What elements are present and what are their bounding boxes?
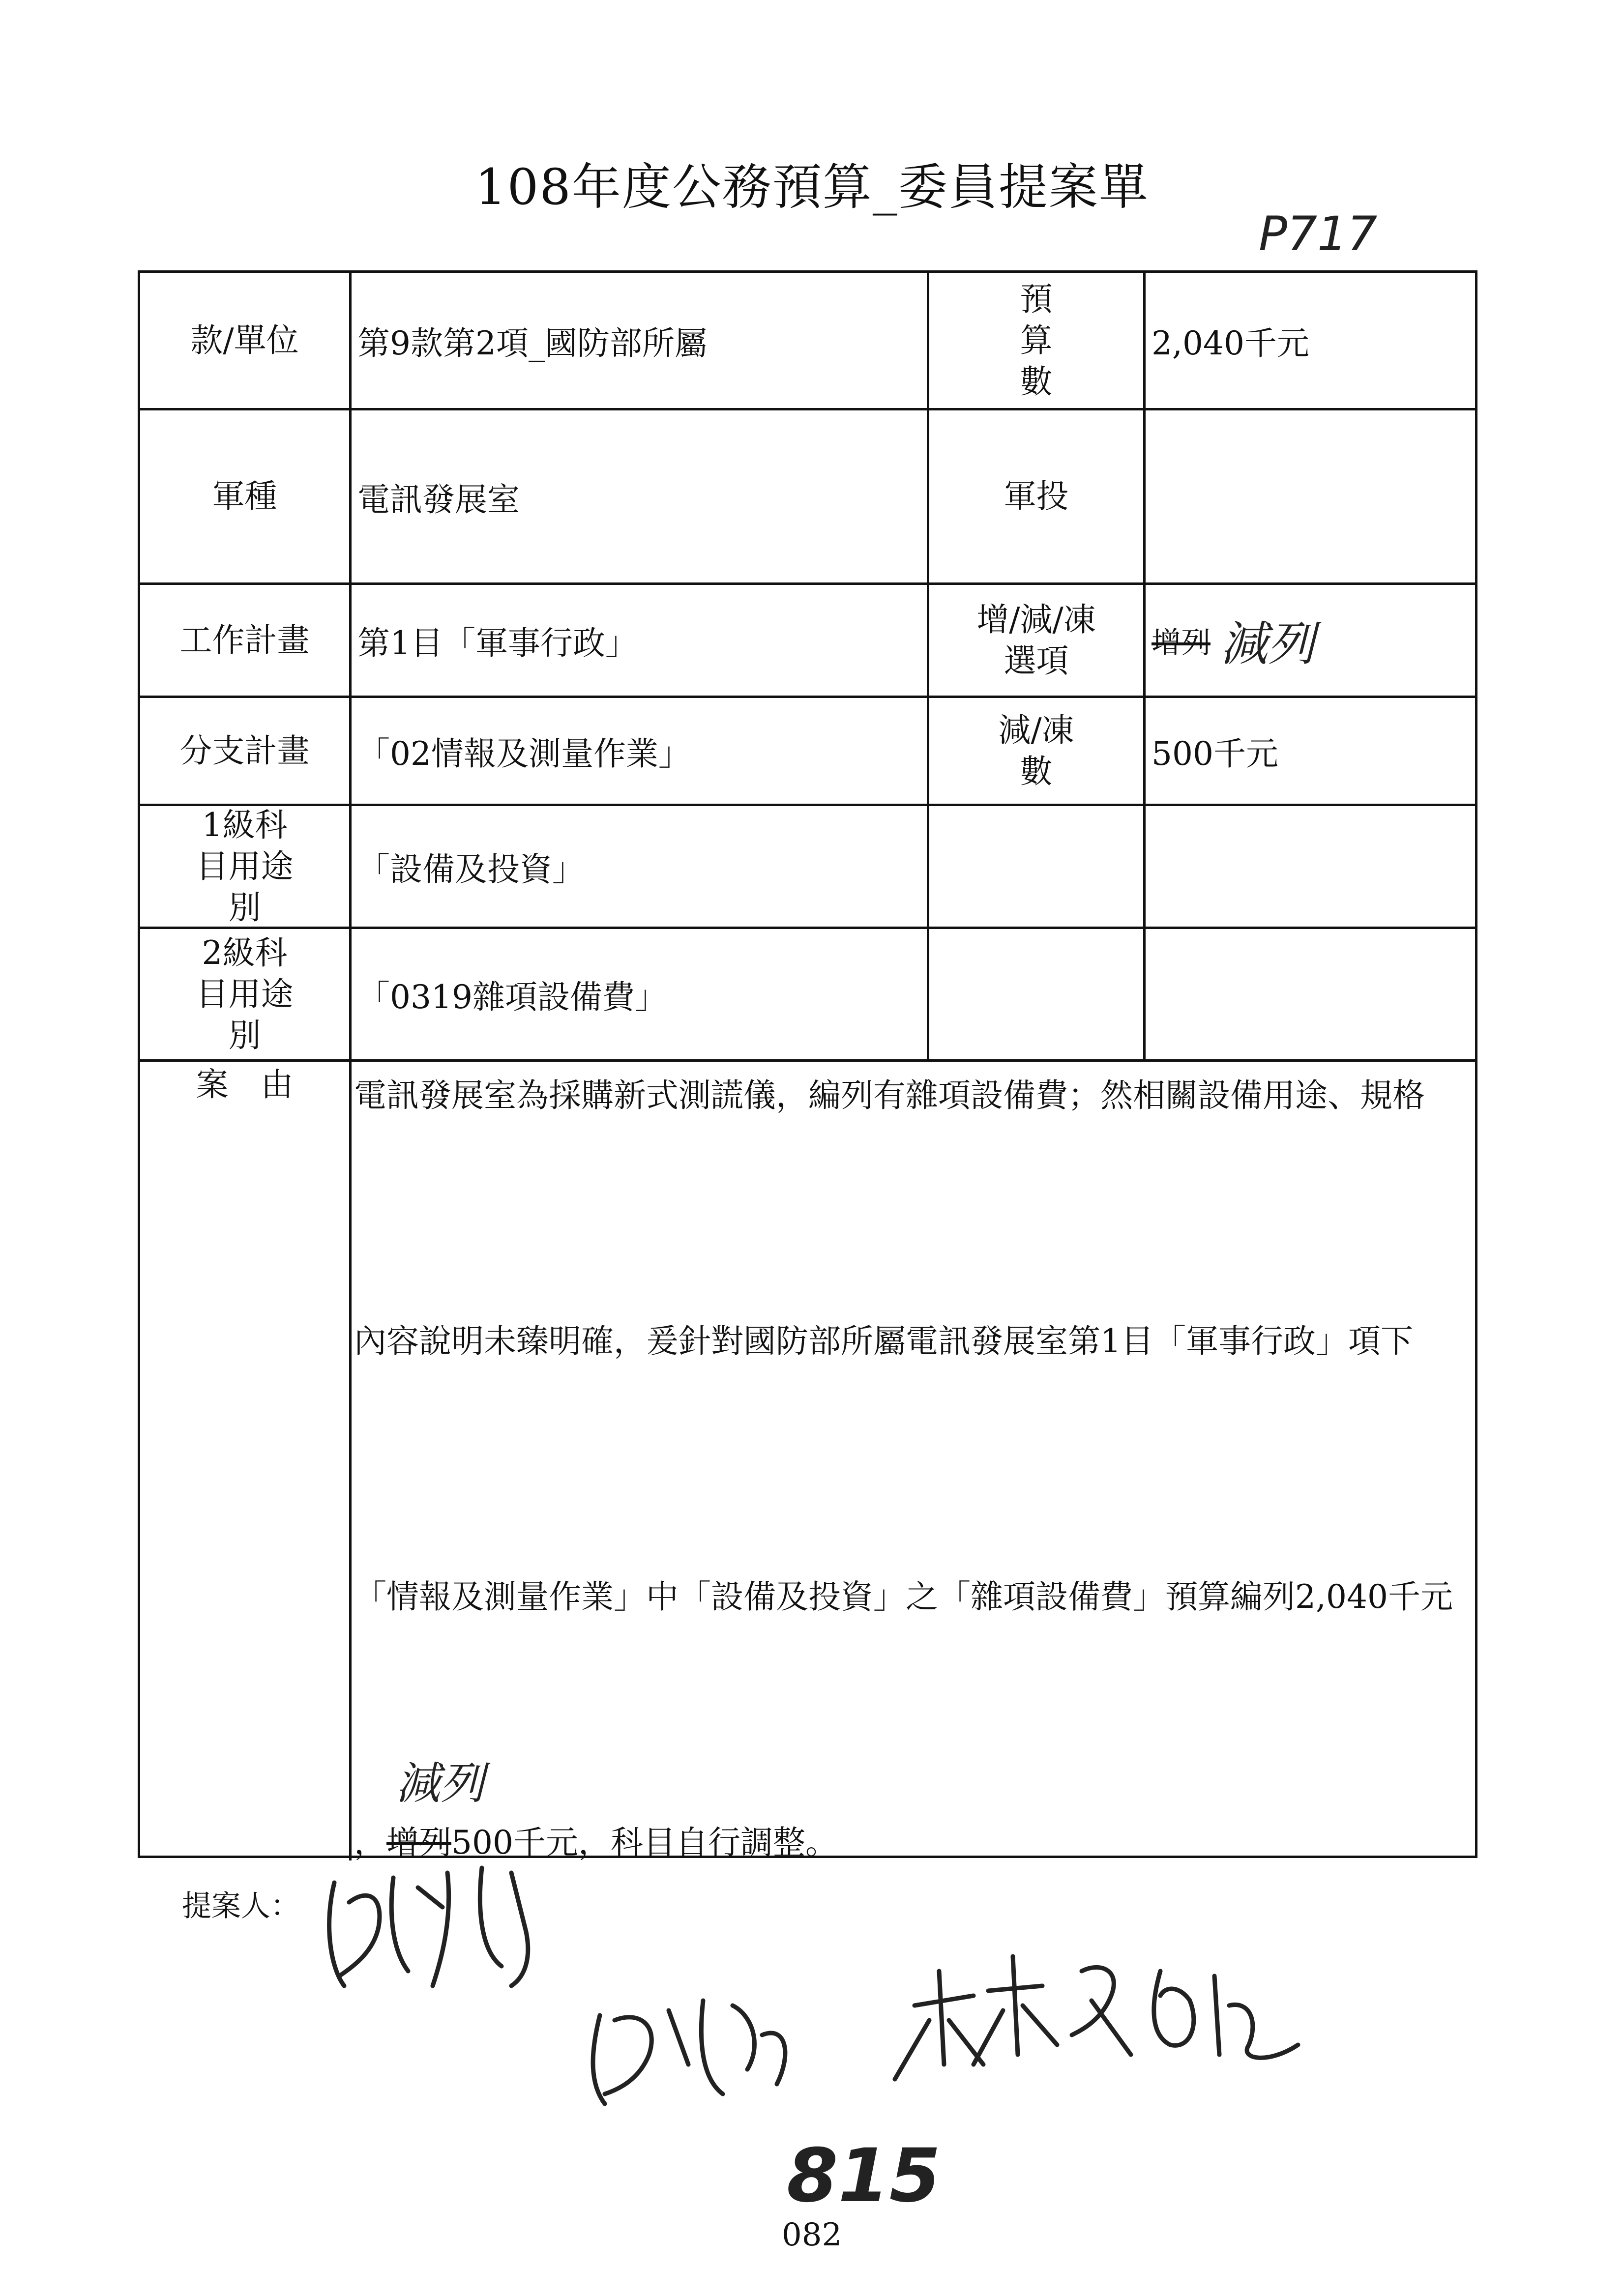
page-number: 082 — [782, 2217, 842, 2253]
reason-line-4-struck: 增列 — [386, 1824, 451, 1861]
reason-line-3: 「情報及測量作業」中「設備及投資」之「雜項設備費」預算編列2,040千元 — [354, 1578, 1453, 1616]
level1-subject-label-text: 1級科目用途別 — [196, 806, 294, 927]
military-investment-label: 軍投 — [1004, 477, 1069, 515]
budget-amount-value: 2,040千元 — [1152, 324, 1309, 362]
service-label: 軍種 — [212, 477, 277, 515]
work-plan-value: 第1目「軍事行政」 — [357, 624, 638, 662]
reason-line-1: 電訊發展室為採購新式測謊儀，編列有雜項設備費；然相關設備用途、規格 — [354, 1076, 1425, 1114]
reduce-freeze-amount-value: 500千元 — [1152, 735, 1278, 773]
level1-subject-label — [140, 806, 349, 927]
level2-subject-label — [140, 929, 349, 1059]
handwritten-correction: 減列 — [396, 1758, 484, 1809]
adjust-option-label — [929, 585, 1143, 696]
reason-line-4 — [354, 1816, 838, 1863]
service-value: 電訊發展室 — [357, 480, 520, 519]
subplan-label: 分支計畫 — [179, 731, 310, 770]
reason-line-4-prefix: ， — [354, 1824, 386, 1861]
budget-amount-label — [929, 273, 1143, 408]
handwritten-decrease-text: 減列 — [1220, 616, 1315, 671]
level2-subject-value: 「0319雜項設備費」 — [357, 978, 667, 1016]
reduce-freeze-amount-label-text: 減/凍數 — [998, 711, 1074, 790]
reason-line-2: 內容說明未臻明確，爰針對國防部所屬電訊發展室第1目「軍事行政」項下 — [354, 1322, 1413, 1360]
handwritten-stamp-number: 815 — [787, 2133, 941, 2219]
unit-label: 款/單位 — [190, 321, 299, 359]
proposer-label: 提案人： — [182, 1889, 300, 1923]
level2-subject-label-text: 2級科目用途別 — [196, 933, 294, 1054]
reduce-freeze-amount-label — [929, 698, 1143, 804]
proposal-form-table — [138, 270, 1477, 1861]
subplan-value: 「02情報及測量作業」 — [357, 735, 691, 773]
corner-handwritten-mark: P717 — [1259, 206, 1378, 262]
adjust-option-label-text: 增/減/凍選項 — [976, 600, 1096, 680]
unit-value: 第9款第2項_國防部所屬 — [357, 324, 707, 362]
work-plan-label: 工作計畫 — [179, 621, 310, 659]
level1-subject-value: 「設備及投資」 — [357, 850, 585, 888]
document-title: 108年度公務預算_委員提案單 — [475, 158, 1149, 216]
struck-increase-text: 增列 — [1152, 625, 1211, 660]
reason-line-4-suffix: 500千元，科目自行調整。 — [451, 1824, 838, 1861]
budget-amount-label-text: 預算數 — [1020, 280, 1053, 401]
adjust-option-value — [1146, 585, 1475, 696]
military-investment-value — [1146, 410, 1475, 582]
reason-label: 案 由 — [196, 1066, 294, 1104]
